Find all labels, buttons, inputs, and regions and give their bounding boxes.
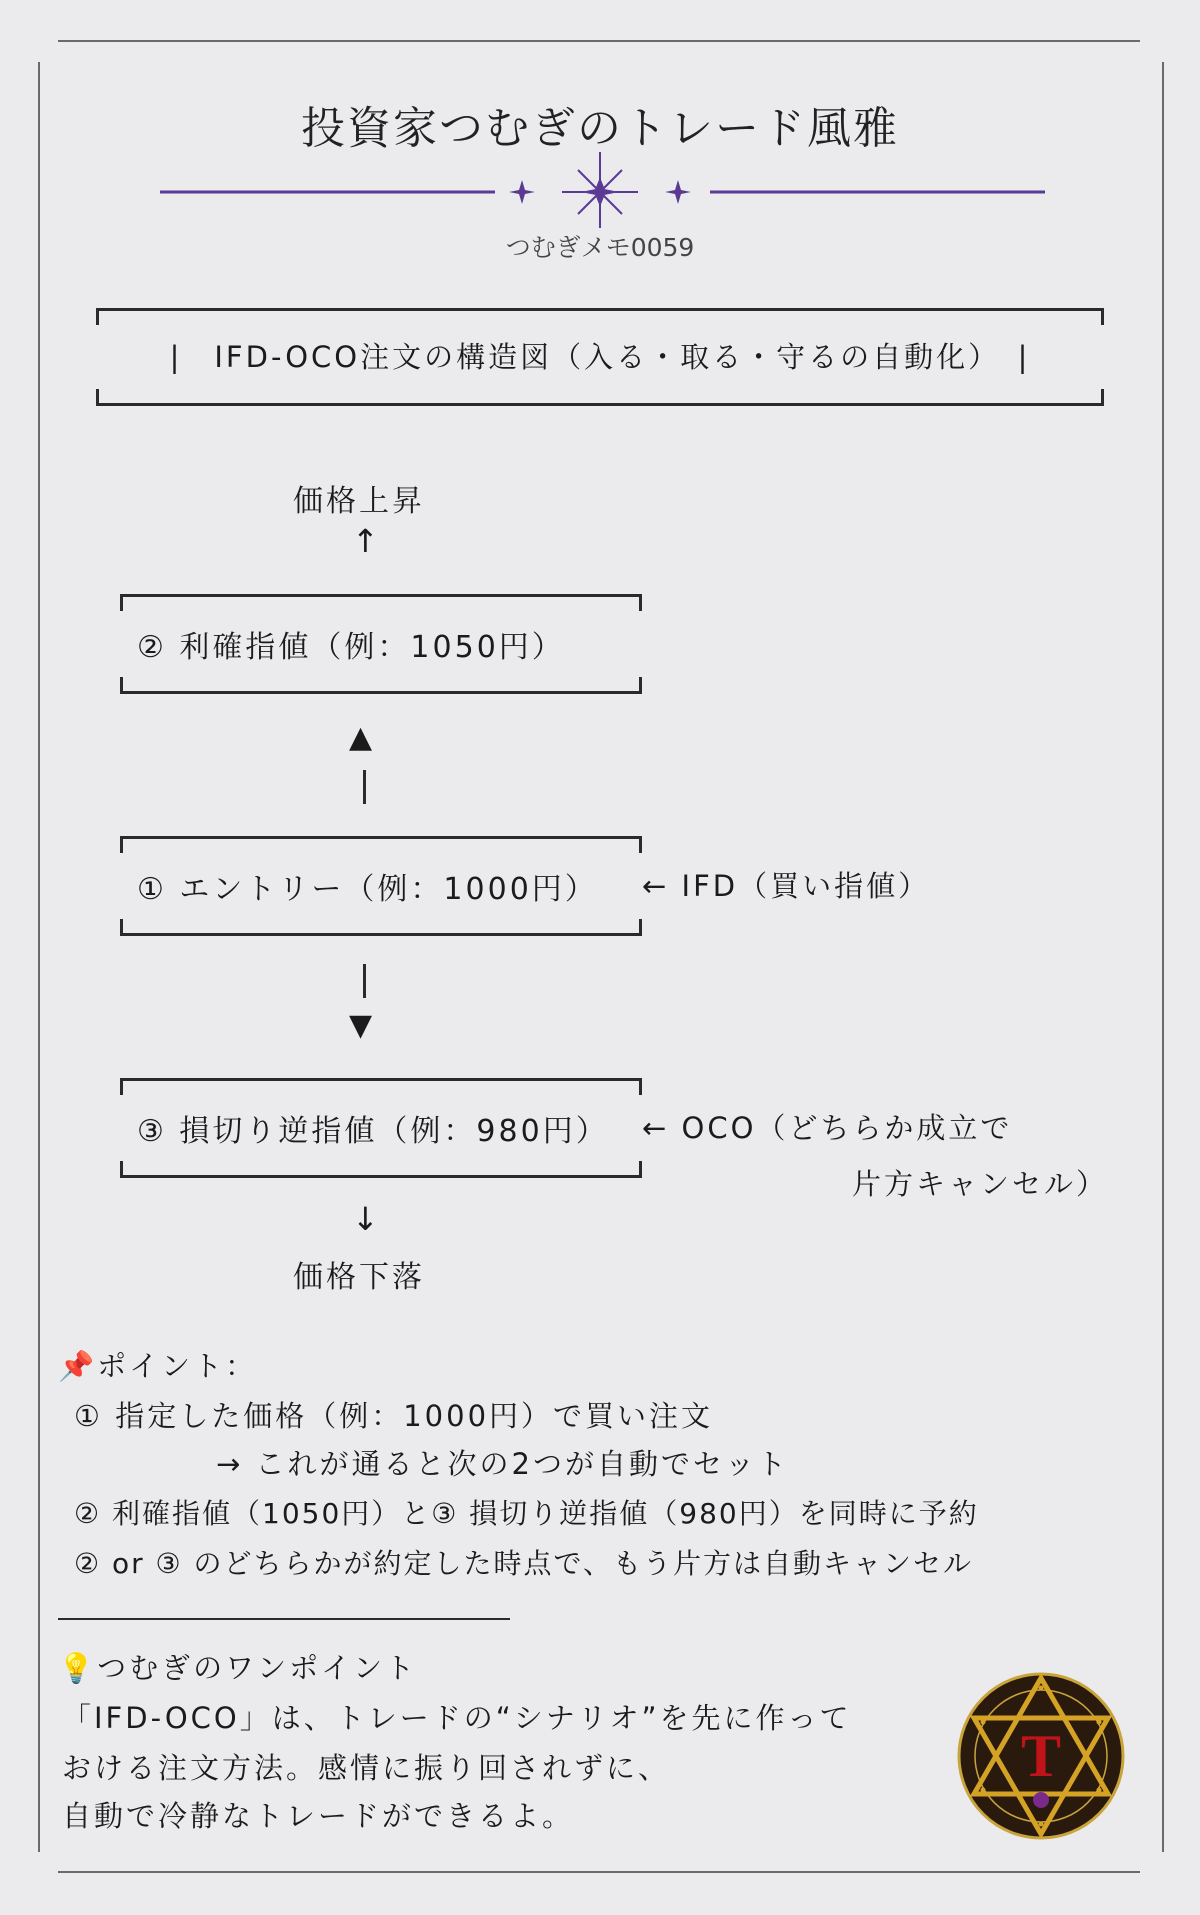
- points-title: 📌ポイント：: [58, 1349, 258, 1383]
- small-star-right-icon: [665, 180, 691, 204]
- down-connector-line: [363, 964, 366, 998]
- take-profit-text: ② 利確指値（例：1050円）: [137, 630, 565, 665]
- point-line-2: → これが通ると次の2つが自動でセット: [216, 1447, 789, 1481]
- frame-top-line: [58, 40, 1140, 42]
- triangle-down-icon: ▼: [349, 1008, 373, 1043]
- price-up-arrow-icon: ↑: [352, 522, 379, 560]
- stop-loss-box: [120, 1078, 642, 1178]
- stop-loss-text: ③ 損切り逆指値（例：980円）: [137, 1114, 609, 1149]
- take-profit-box: [120, 594, 642, 694]
- price-down-label: 価格下落: [293, 1260, 425, 1295]
- frame-left-line: [38, 62, 40, 1852]
- frame-bottom-line: [58, 1871, 1140, 1873]
- logo-emblem: [956, 1668, 1126, 1844]
- point-line-4: ② or ③ のどちらかが約定した時点で、もう片方は自動キャンセル: [74, 1547, 973, 1580]
- diagram-heading: | IFD-OCO注文の構造図（入る・取る・守るの自動化） |: [169, 340, 1031, 374]
- small-star-left-icon: [509, 180, 535, 204]
- section-divider: [58, 1618, 510, 1620]
- point-line-3: ② 利確指値（1050円）と③ 損切り逆指値（980円）を同時に予約: [74, 1497, 979, 1530]
- sparkle-divider: [150, 150, 1050, 230]
- onepoint-line-2: おける注文方法。感情に振り回されずに、: [62, 1751, 671, 1785]
- up-connector-line: [363, 770, 366, 804]
- emblem-letter: T: [1020, 1723, 1062, 1789]
- entry-box: [120, 836, 642, 936]
- price-down-arrow-icon: ↓: [352, 1200, 379, 1238]
- onepoint-title: 💡つむぎのワンポイント: [58, 1651, 418, 1685]
- diagram-heading-box: [96, 308, 1104, 406]
- onepoint-line-3: 自動で冷静なトレードができるよ。: [62, 1799, 575, 1833]
- entry-text: ① エントリー（例：1000円）: [137, 872, 598, 907]
- onepoint-line-1: 「IFD-OCO」は、トレードの“シナリオ”を先に作って: [62, 1701, 852, 1735]
- ifd-note: ← IFD（買い指値）: [642, 869, 931, 903]
- triangle-up-icon: ▲: [349, 720, 373, 755]
- point-line-1: ① 指定した価格（例：1000円）で買い注文: [74, 1399, 714, 1433]
- memo-id: つむぎメモ0059: [505, 233, 695, 262]
- oco-note-line2: 片方キャンセル）: [852, 1167, 1109, 1201]
- frame-right-line: [1162, 62, 1164, 1852]
- oco-note-line1: ← OCO（どちらか成立で: [642, 1111, 1013, 1145]
- big-star-icon: [562, 152, 638, 228]
- page-title: 投資家つむぎのトレード風雅: [301, 103, 899, 154]
- price-up-label: 価格上昇: [293, 484, 425, 519]
